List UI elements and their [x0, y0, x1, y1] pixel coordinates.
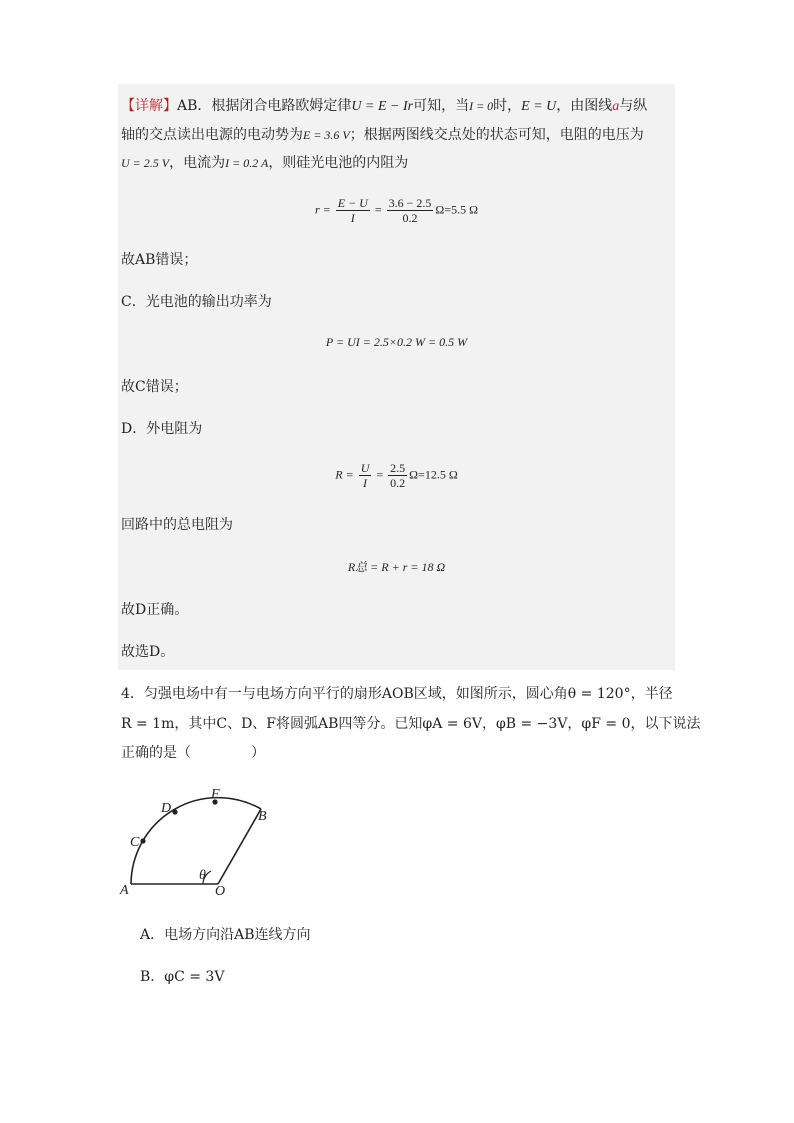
radius-ob: [218, 809, 261, 884]
formula-internal-resistance: r = $\frac{E - U}{I}$ = $\frac{3.6 - 2.5}{0.2}$ Ω=5.5 Ω: [314, 196, 479, 225]
formula-total-resistance: R总 = R + r = 18 Ω: [347, 560, 446, 574]
option-d-heading: D．外电阻为: [121, 421, 203, 437]
label-o: O: [215, 884, 226, 899]
label-d: D: [161, 801, 172, 816]
sector-figure: [118, 782, 288, 902]
conclusion-c: 故C错误；: [121, 379, 188, 395]
final-answer: 故选D。: [121, 644, 175, 660]
option-c-heading: C．光电池的输出功率为: [121, 294, 272, 310]
label-a: A: [120, 883, 129, 898]
label-c: C: [130, 835, 140, 850]
arc-ab: [131, 798, 261, 884]
formula-external-resistance: R = $\frac{U}{I}$ = $\frac{2.5}{0.2}$ Ω=12.5 Ω: [335, 461, 458, 490]
point-d: [172, 809, 177, 814]
label-theta: θ: [199, 868, 206, 883]
explain-line-3: U = 2.5 V，电流为I = 0.2 A，则硅光电池的内阻为: [121, 155, 409, 171]
explain-tag: 【详解】: [121, 98, 177, 114]
question-line-2: R = 1m，其中C、D、F将圆弧AB四等分。已知φA = 6V，φB = −3V，φF = 0，以下说法: [121, 716, 701, 732]
question-line-3: 正确的是（ ）: [121, 745, 265, 761]
point-c: [140, 838, 145, 843]
label-b: B: [258, 809, 267, 824]
formula-output-power: P = UI = 2.5×0.2 W = 0.5 W: [325, 335, 468, 349]
total-resistance-text: 回路中的总电阻为: [121, 517, 233, 533]
option-b: B．φC = 3V: [140, 969, 225, 985]
explain-line-1: 【详解】AB．根据闭合电路欧姆定律U = E − Ir可知，当I = 0时，E = U，由图线a与纵: [121, 98, 648, 114]
question-line-1: 4．匀强电场中有一与电场方向平行的扇形AOB区域，如图所示，圆心角θ = 120°，半径: [121, 686, 673, 702]
label-f: F: [211, 787, 220, 802]
conclusion-ab: 故AB错误；: [121, 252, 198, 268]
conclusion-d: 故D正确。: [121, 602, 189, 618]
option-a: A．电场方向沿AB连线方向: [140, 927, 311, 943]
explain-line-2: 轴的交点读出电源的电动势为E = 3.6 V；根据两图线交点处的状态可知，电阻的电压为: [121, 127, 644, 143]
